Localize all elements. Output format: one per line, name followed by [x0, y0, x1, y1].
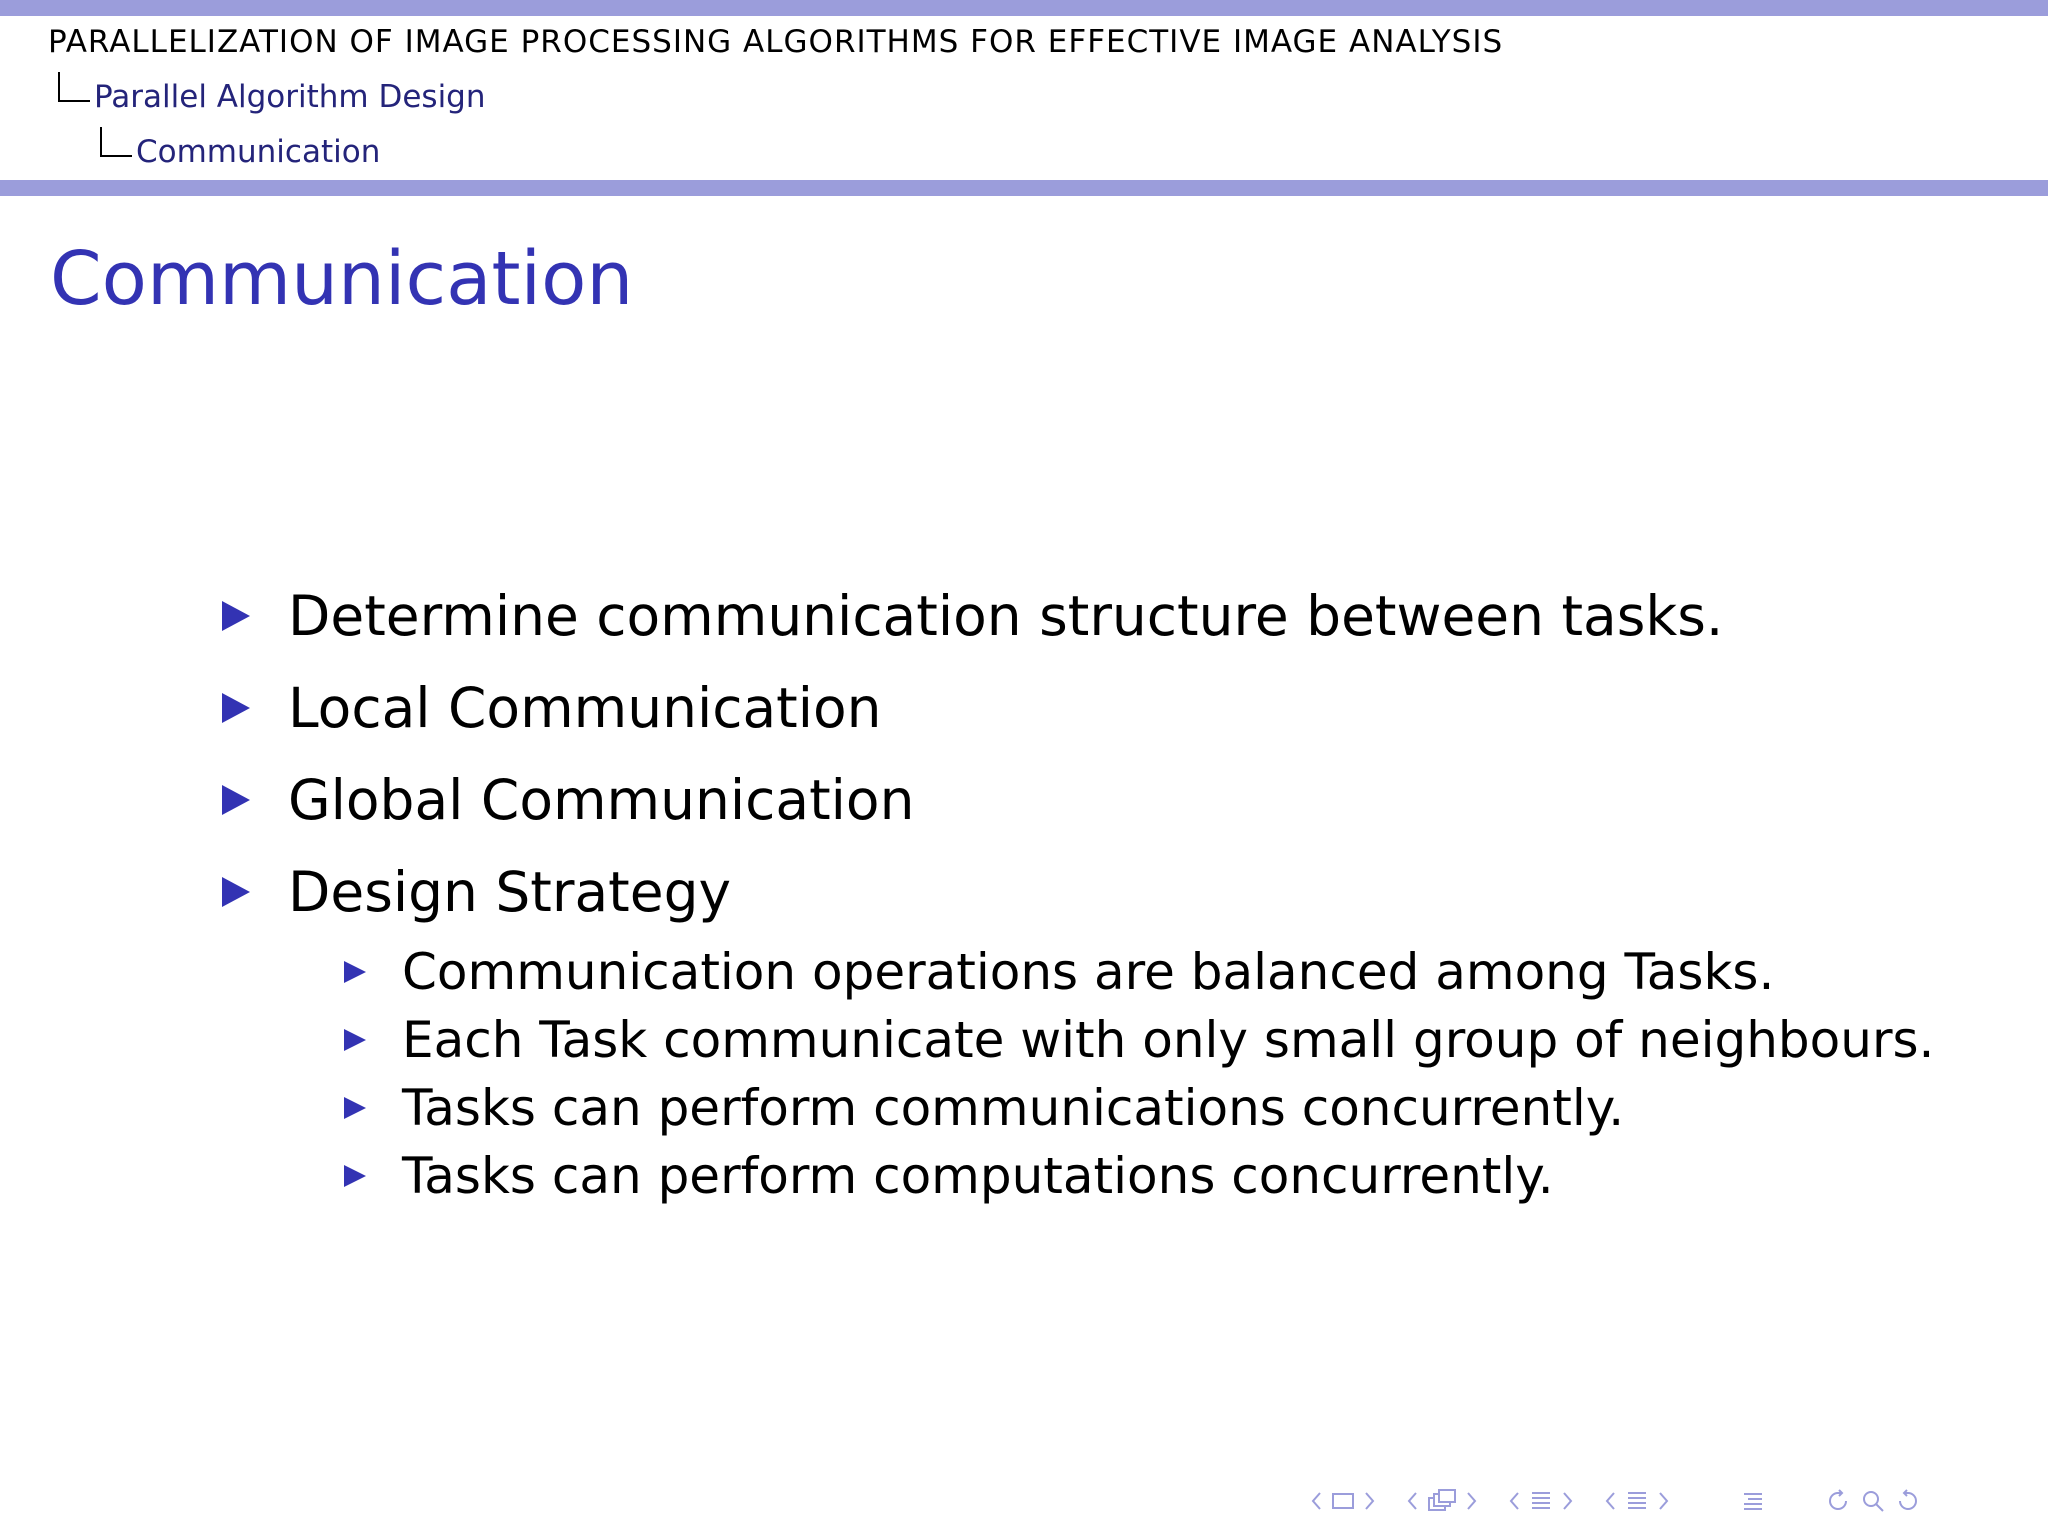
triangle-bullet-icon	[222, 785, 250, 815]
sub-bullet-text: Each Task communicate with only small group of neighbours.	[402, 1011, 1935, 1069]
bullet-list	[218, 570, 1998, 1210]
nav-align-icon[interactable]	[1740, 1489, 1766, 1513]
nav-prev-arrow-icon[interactable]	[1310, 1490, 1322, 1512]
nav-frame-icon[interactable]	[1426, 1488, 1458, 1514]
triangle-sub-bullet-icon	[344, 1165, 366, 1187]
bullet-text: Determine communication structure between tasks.	[288, 584, 1724, 648]
bullet-item	[218, 754, 1998, 846]
bullet-text: Design Strategy	[288, 860, 732, 924]
breadcrumb-section-label: Parallel Algorithm Design	[94, 79, 486, 115]
bullet-text: Global Communication	[288, 768, 915, 832]
nav-prev-arrow-icon[interactable]	[1406, 1490, 1418, 1512]
sub-bullet-text: Tasks can perform computations concurrently.	[402, 1147, 1554, 1205]
nav-next-arrow-icon[interactable]	[1562, 1490, 1574, 1512]
beamer-navigation-bar	[1310, 1488, 1940, 1514]
triangle-sub-bullet-icon	[344, 1097, 366, 1119]
triangle-bullet-icon	[222, 693, 250, 723]
nav-next-arrow-icon[interactable]	[1466, 1490, 1478, 1512]
sub-bullet-text: Tasks can perform communications concurrently.	[402, 1079, 1625, 1137]
triangle-sub-bullet-icon	[344, 1029, 366, 1051]
header-bottom-bar	[0, 180, 2048, 196]
header-top-bar	[0, 0, 2048, 16]
nav-frame-group[interactable]	[1406, 1488, 1478, 1514]
breadcrumb-subsection[interactable]	[100, 127, 380, 168]
bullet-text: Local Communication	[288, 676, 882, 740]
triangle-bullet-icon	[222, 877, 250, 907]
nav-prev-arrow-icon[interactable]	[1508, 1490, 1520, 1512]
bullet-item	[218, 570, 1998, 662]
sub-bullet-item	[344, 1006, 1998, 1074]
sub-bullet-item	[344, 1074, 1998, 1142]
nav-section-group[interactable]	[1604, 1489, 1670, 1513]
nav-tools-group[interactable]	[1826, 1488, 1920, 1514]
sub-bullet-text: Communication operations are balanced among Tasks.	[402, 943, 1775, 1001]
nav-redo-icon[interactable]	[1894, 1488, 1920, 1514]
nav-undo-icon[interactable]	[1826, 1488, 1852, 1514]
triangle-bullet-icon	[222, 601, 250, 631]
breadcrumb-section[interactable]	[58, 72, 486, 113]
bullet-item	[218, 846, 1998, 938]
nav-align-group[interactable]	[1740, 1489, 1766, 1513]
nav-search-icon[interactable]	[1860, 1488, 1886, 1514]
breadcrumb-subsection-label: Communication	[136, 134, 381, 170]
nav-section-icon[interactable]	[1624, 1489, 1650, 1513]
triangle-sub-bullet-icon	[344, 961, 366, 983]
nav-subsection-group[interactable]	[1508, 1489, 1574, 1513]
nav-slide-group[interactable]	[1310, 1490, 1376, 1512]
nav-next-arrow-icon[interactable]	[1364, 1490, 1376, 1512]
sub-bullet-item	[344, 1142, 1998, 1210]
bullet-item	[218, 662, 1998, 754]
nav-next-arrow-icon[interactable]	[1658, 1490, 1670, 1512]
sub-bullet-item	[344, 938, 1998, 1006]
nav-prev-arrow-icon[interactable]	[1604, 1490, 1616, 1512]
frame-title: Communication	[50, 236, 634, 322]
nav-slide-icon[interactable]	[1330, 1490, 1356, 1512]
tree-corner-icon	[100, 127, 132, 157]
nav-subsection-icon[interactable]	[1528, 1489, 1554, 1513]
tree-corner-icon	[58, 72, 90, 102]
presentation-title: PARALLELIZATION OF IMAGE PROCESSING ALGORITHMS FOR EFFECTIVE IMAGE ANALYSIS	[48, 24, 1504, 60]
